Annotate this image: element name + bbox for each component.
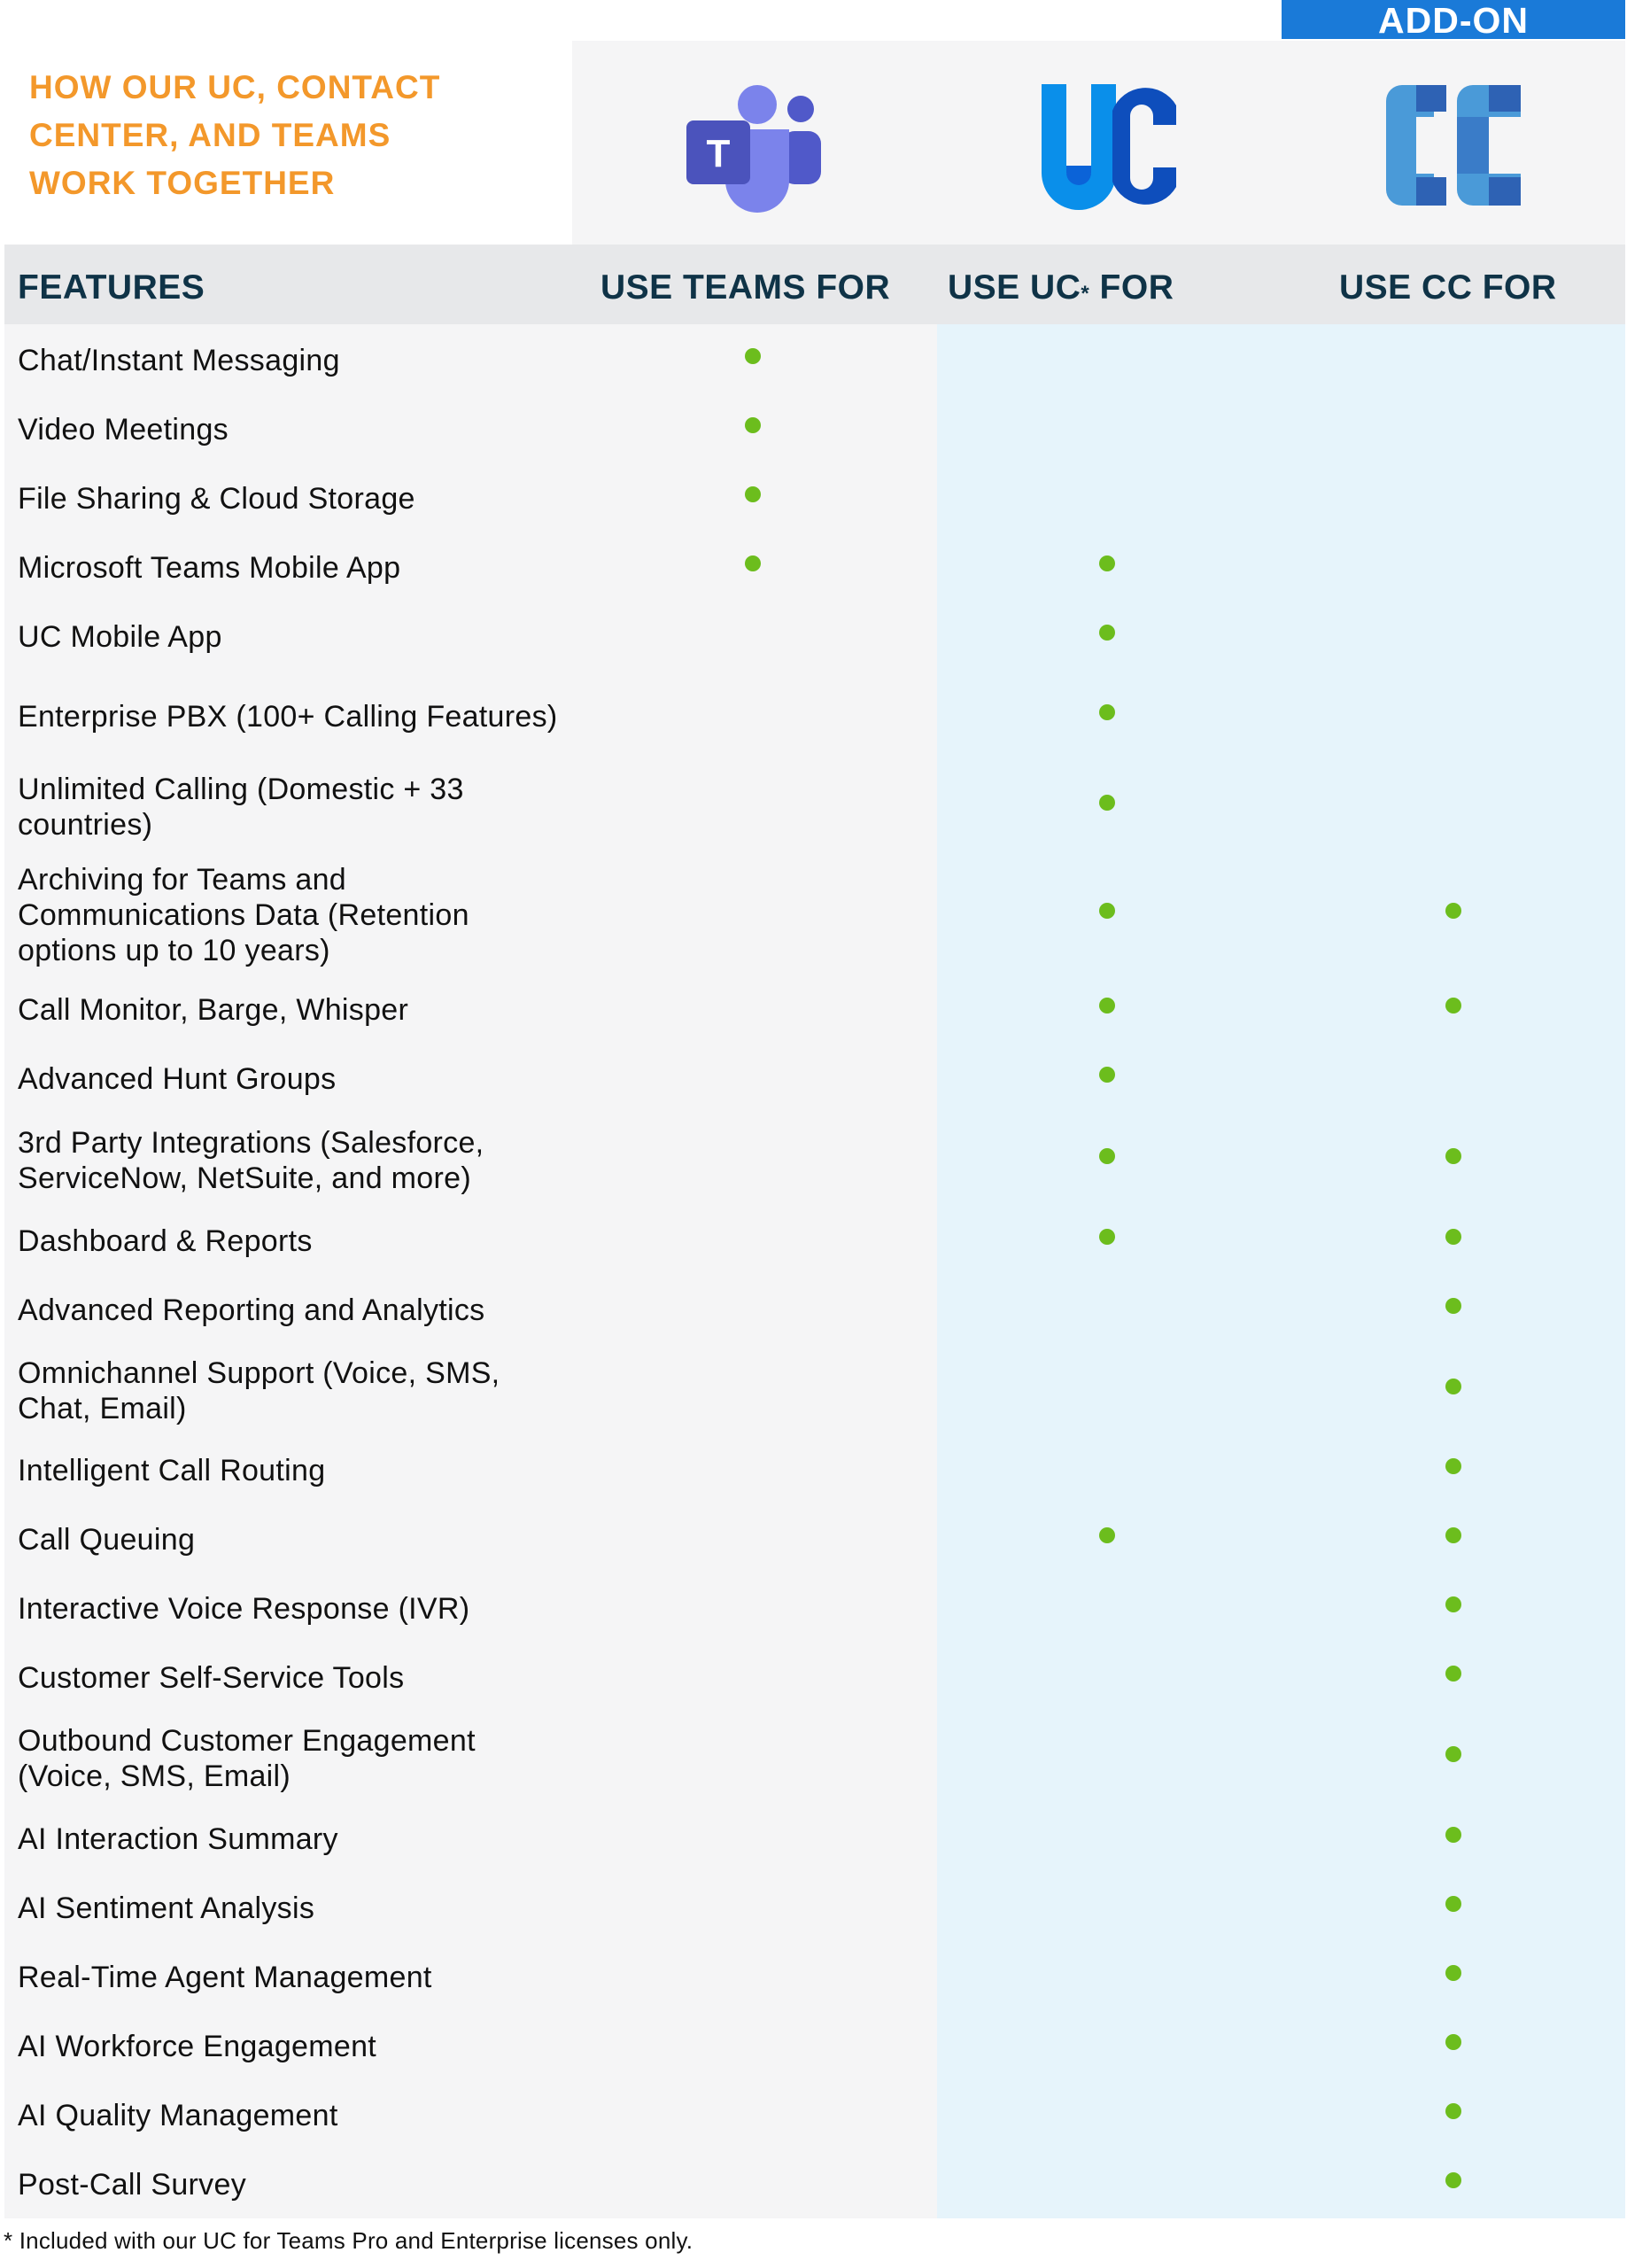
features-column-header: FEATURES	[18, 268, 205, 307]
feature-row	[0, 1045, 1627, 1114]
uc-check-dot-icon	[1099, 625, 1115, 641]
uc-logo-icon	[1042, 84, 1176, 210]
feature-row	[0, 975, 1627, 1045]
cc-check-dot-icon	[1445, 1746, 1461, 1762]
feature-label: Unlimited Calling (Domestic + 33 countries)	[18, 773, 464, 842]
feature-label: UC Mobile App	[18, 620, 222, 654]
uc-check-dot-icon	[1099, 1229, 1115, 1245]
feature-row	[0, 2150, 1627, 2219]
uc-header-asterisk: *	[1081, 282, 1090, 306]
feature-label: Call Queuing	[18, 1523, 196, 1557]
cc-check-dot-icon	[1445, 1666, 1461, 1682]
cc-check-dot-icon	[1445, 1458, 1461, 1474]
teams-column-header: USE TEAMS FOR	[600, 268, 891, 307]
feature-row	[0, 533, 1627, 602]
feature-label: AI Interaction Summary	[18, 1822, 338, 1856]
feature-row	[0, 2012, 1627, 2081]
feature-label: Omnichannel Support (Voice, SMS, Chat, Email)	[18, 1356, 500, 1425]
teams-check-dot-icon	[745, 555, 761, 571]
feature-label: Customer Self-Service Tools	[18, 1661, 405, 1695]
header-title-line-2: CENTER, AND TEAMS	[29, 117, 391, 153]
feature-row	[0, 602, 1627, 672]
teams-check-dot-icon	[745, 417, 761, 433]
feature-label: Chat/Instant Messaging	[18, 344, 340, 377]
cc-check-dot-icon	[1445, 1298, 1461, 1314]
teams-check-dot-icon	[745, 486, 761, 502]
feature-row	[0, 1347, 1627, 1435]
feature-label: Enterprise PBX (100+ Calling Features)	[18, 700, 558, 734]
feature-label: AI Quality Management	[18, 2099, 338, 2132]
teams-logo-letter: T	[706, 132, 731, 175]
cc-check-dot-icon	[1445, 1596, 1461, 1612]
cc-check-dot-icon	[1445, 2103, 1461, 2119]
teams-check-dot-icon	[745, 348, 761, 364]
header-title-block	[4, 41, 572, 245]
cc-check-dot-icon	[1445, 1148, 1461, 1164]
uc-check-dot-icon	[1099, 903, 1115, 919]
add-on-badge: ADD-ON	[1282, 0, 1625, 39]
header-title-line-1: HOW OUR UC, CONTACT	[29, 69, 441, 105]
cc-check-dot-icon	[1445, 2172, 1461, 2188]
feature-label: Microsoft Teams Mobile App	[18, 551, 401, 585]
feature-label: Interactive Voice Response (IVR)	[18, 1592, 470, 1626]
cc-check-dot-icon	[1445, 1229, 1461, 1245]
feature-row	[0, 853, 1627, 977]
feature-label: AI Workforce Engagement	[18, 2030, 377, 2063]
feature-row	[0, 1505, 1627, 1574]
feature-row	[0, 763, 1627, 851]
cc-check-dot-icon	[1445, 1896, 1461, 1912]
cc-column-header: USE CC FOR	[1339, 268, 1557, 307]
uc-header-suffix: FOR	[1089, 268, 1174, 307]
cc-check-dot-icon	[1445, 2034, 1461, 2050]
feature-row	[0, 1436, 1627, 1505]
feature-label: Advanced Reporting and Analytics	[18, 1293, 485, 1327]
feature-row	[0, 464, 1627, 533]
feature-row	[0, 1574, 1627, 1643]
uc-check-dot-icon	[1099, 998, 1115, 1014]
uc-column-header	[948, 245, 1174, 324]
uc-check-dot-icon	[1099, 704, 1115, 720]
uc-check-dot-icon	[1099, 1148, 1115, 1164]
cc-check-dot-icon	[1445, 1379, 1461, 1394]
feature-label: Intelligent Call Routing	[18, 1454, 326, 1487]
feature-label: Video Meetings	[18, 413, 229, 447]
feature-row	[0, 1116, 1627, 1205]
cc-check-dot-icon	[1445, 998, 1461, 1014]
feature-row	[0, 1643, 1627, 1713]
microsoft-teams-logo-icon	[686, 82, 828, 214]
cc-check-dot-icon	[1445, 1827, 1461, 1843]
feature-row	[0, 1874, 1627, 1943]
feature-label: Archiving for Teams and Communications Data (Retention options up to 10 years)	[18, 863, 469, 967]
feature-row	[0, 1943, 1627, 2012]
cc-check-dot-icon	[1445, 1965, 1461, 1981]
feature-row	[0, 2081, 1627, 2150]
feature-row	[0, 672, 1627, 761]
footnote: * Included with our UC for Teams Pro and Enterprise licenses only.	[4, 2227, 693, 2254]
feature-label: Call Monitor, Barge, Whisper	[18, 993, 409, 1027]
feature-label: Real-Time Agent Management	[18, 1961, 432, 1994]
feature-row	[0, 1276, 1627, 1345]
feature-row	[0, 395, 1627, 464]
uc-header-prefix: USE UC	[948, 268, 1081, 307]
header-title-line-3: WORK TOGETHER	[29, 165, 336, 201]
uc-check-dot-icon	[1099, 555, 1115, 571]
uc-check-dot-icon	[1099, 795, 1115, 811]
cc-check-dot-icon	[1445, 903, 1461, 919]
cc-check-dot-icon	[1445, 1527, 1461, 1543]
feature-row	[0, 326, 1627, 395]
feature-label: AI Sentiment Analysis	[18, 1891, 315, 1925]
feature-label: Post-Call Survey	[18, 2168, 246, 2202]
feature-label: Outbound Customer Engagement (Voice, SMS, Email)	[18, 1724, 476, 1793]
feature-label: Dashboard & Reports	[18, 1224, 313, 1258]
feature-row	[0, 1207, 1627, 1276]
feature-label: File Sharing & Cloud Storage	[18, 482, 415, 516]
feature-label: Advanced Hunt Groups	[18, 1062, 337, 1096]
uc-check-dot-icon	[1099, 1527, 1115, 1543]
cc-logo-icon	[1386, 85, 1521, 206]
feature-row	[0, 1805, 1627, 1874]
feature-label: 3rd Party Integrations (Salesforce, ServiceNow, NetSuite, and more)	[18, 1126, 484, 1195]
uc-check-dot-icon	[1099, 1067, 1115, 1083]
feature-row	[0, 1714, 1627, 1803]
